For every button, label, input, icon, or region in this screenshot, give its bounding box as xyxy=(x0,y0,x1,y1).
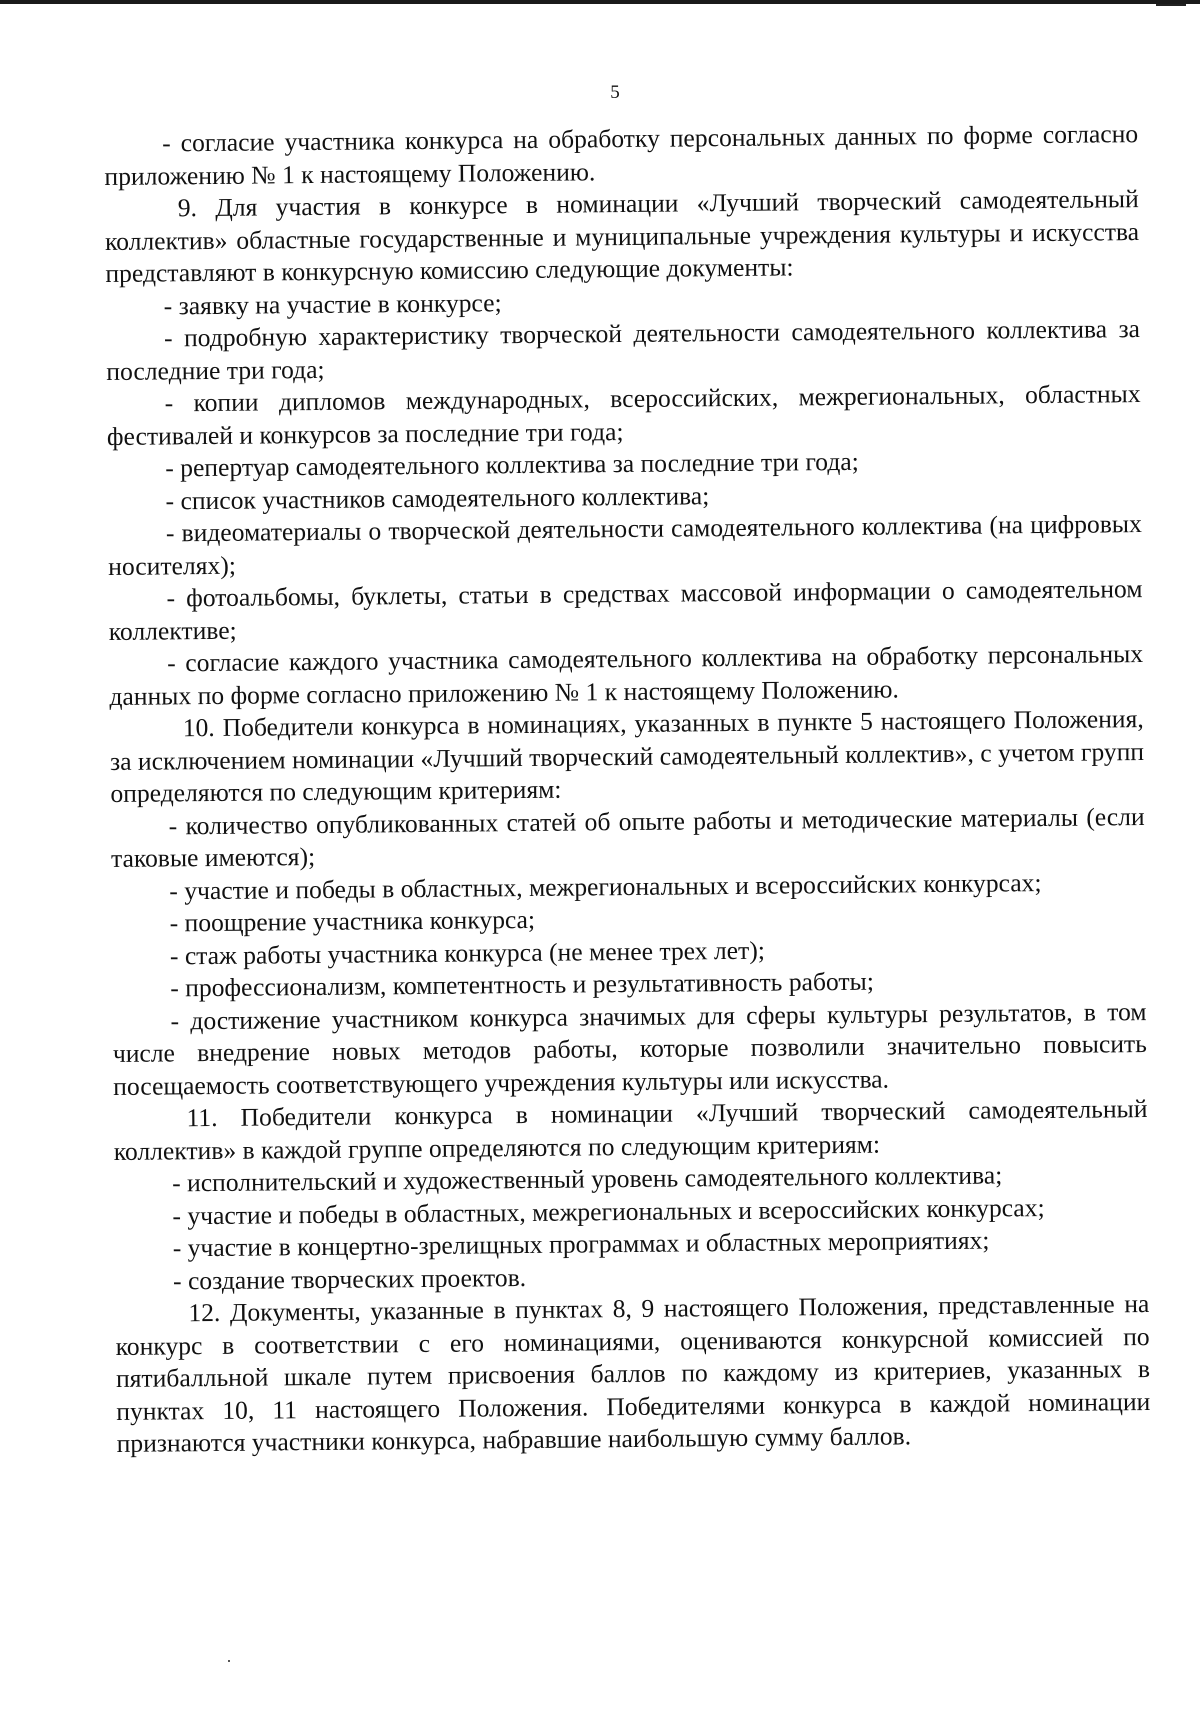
clause-12: 12. Документы, указанные в пунктах 8, 9 настоящего Положения, представленные на конкурс в соответствии с его номинациями, оцениваются конкурсной комиссией по пятибалльной шкале путем присвоения баллов по каждому из критериев, указанных в пунктах 10, 11 настоящего Положения. Победителями конкурса в каждой номинации признаются участники конкурса, набравшие наибольшую сумму баллов. xyxy=(115,1289,1151,1458)
criterion-concert-programs: - участие в концертно-зрелищных программах и областных мероприятиях; xyxy=(172,1225,990,1263)
criterion-performance-level: - исполнительский и художественный уровень самодеятельного коллектива; xyxy=(171,1160,1003,1198)
list-item-characteristics: - подробную характеристику творческой деятельности самодеятельного коллектива за последние три года; xyxy=(106,314,1141,386)
list-item-participants-list: - список участников самодеятельного коллектива; xyxy=(165,480,710,515)
criterion-contests-collective: - участие и победы в областных, межрегиональных и всероссийских конкурсах; xyxy=(172,1192,1045,1230)
criterion-professionalism: - профессионализм, компетентность и результативность работы; xyxy=(170,966,875,1003)
list-item-photo-albums: - фотоальбомы, буклеты, статьи в средствах массовой информации о самодеятельном коллективе; xyxy=(108,574,1143,646)
list-item-repertoire: - репертуар самодеятельного коллектива за последние три года; xyxy=(165,446,859,483)
criterion-creative-projects: - создание творческих проектов. xyxy=(172,1262,527,1295)
clause-10: 10. Победители конкурса в номинациях, указанных в пункте 5 настоящего Положения, за исключением номинации «Лучший творческий самодеятельный коллектив», с учетом групп определяются по следующим критериям: xyxy=(109,704,1145,808)
criterion-contests: - участие и победы в областных, межрегиональных и всероссийских конкурсах; xyxy=(169,867,1042,905)
clause-9: 9. Для участия в конкурсе в номинации «Лучший творческий самодеятельный коллектив» областные государственные и муниципальные учреждения культуры и искусства представляют в конкурсную комиссию следующие документы: xyxy=(104,184,1140,288)
page-number: 5 xyxy=(610,82,620,103)
scan-top-right-mark xyxy=(1156,4,1186,6)
list-item-video: - видеоматериалы о творческой деятельности самодеятельного коллектива (на цифровых носителях); xyxy=(108,509,1142,581)
criterion-experience: - стаж работы участника конкурса (не менее трех лет); xyxy=(169,935,766,970)
list-item-consent-participant: - согласие участника конкурса на обработку персональных данных по форме согласно приложению № 1 к настоящему Положению. xyxy=(104,119,1139,191)
clause-11: 11. Победители конкурса в номинации «Лучший творческий самодеятельный коллектив» в каждой группе определяются по следующим критериям: xyxy=(113,1094,1148,1166)
criterion-achievements: - достижение участником конкурса значимых для сферы культуры результатов, в том числе внедрение новых методов работы, которые позволили значительно повысить посещаемость соответствующего учреждения культуры или искусства. xyxy=(112,996,1147,1101)
document-body xyxy=(104,118,1151,1460)
scan-speck xyxy=(228,1660,230,1662)
list-item-application: - заявку на участие в конкурсе; xyxy=(163,287,502,320)
criterion-articles: - количество опубликованных статей об опыте работы и методические материалы (если таковые имеются); xyxy=(110,801,1145,873)
criterion-encouragement: - поощрение участника конкурса; xyxy=(169,904,536,938)
list-item-consent-each: - согласие каждого участника самодеятельного коллектива на обработку персональных данных по форме согласно приложению № 1 к настоящему Положению. xyxy=(109,639,1144,711)
scan-top-edge xyxy=(0,0,1200,4)
list-item-diplomas: - копии дипломов международных, всероссийских, межрегиональных, областных фестивалей и конкурсов за последние три года; xyxy=(106,379,1141,451)
